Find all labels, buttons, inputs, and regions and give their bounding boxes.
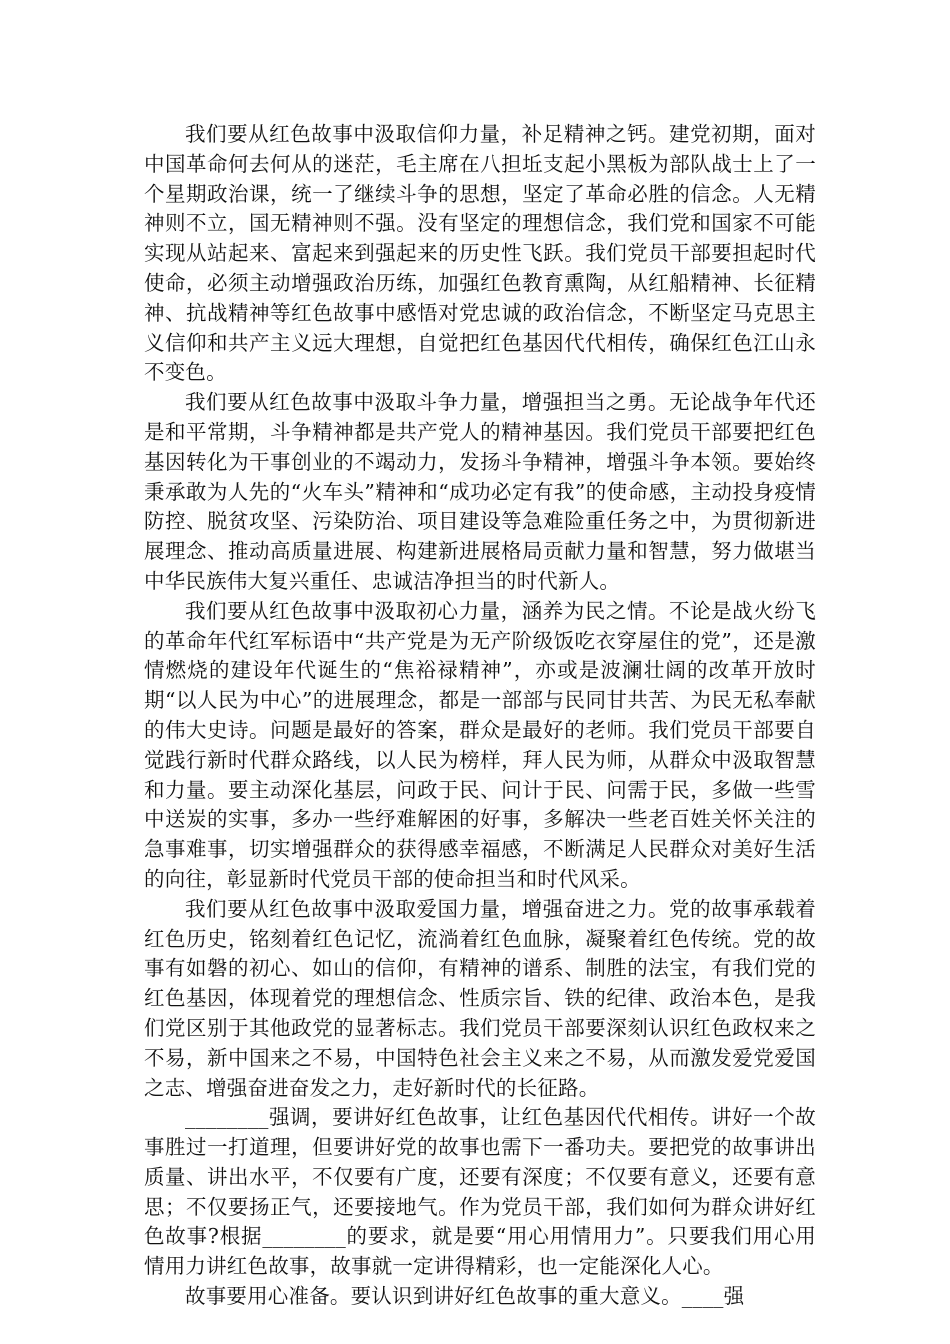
document-page [144,120,816,1309]
paragraph-faith-strength: 我们要从红色故事中汲取信仰力量，补足精神之钙。建党初期，面对中国革命何去何从的迷茫，毛主席在八担坵支起小黑板为部队战士上了一个星期政治课，统一了继续斗争的思想，坚定了革命必胜的信念。人无精神则不立，国无精神则不强。没有坚定的理想信念，我们党和国家不可能实现从站起来、富起来到强起来的历史性飞跃。我们党员干部要担起时代使命，必须主动增强政治历练，加强红色教育熏陶，从红船精神、长征精神、抗战精神等红色故事中感悟对党忠诚的政治信念，不断坚定马克思主义信仰和共产主义远大理想，自觉把红色基因代代相传，确保红色江山永不变色。 [144,122,816,385]
paragraph-careful-preparation: 故事要用心准备。要认识到讲好红色故事的重大意义。____强 [185,1284,745,1309]
paragraph-original-aspiration: 我们要从红色故事中汲取初心力量，涵养为民之情。不论是战火纷飞的革命年代红军标语中“共产党是为无产阶级饭吃衣穿屋住的党”，还是激情燃烧的建设年代诞生的“焦裕禄精神”，亦或是波澜壮阔的改革开放时期“以人民为中心”的进展理念，都是一部部与民同甘共苦、为民无私奉献的伟大史诗。问题是最好的答案，群众是最好的老师。我们党员干部要自觉践行新时代群众路线，以人民为榜样，拜人民为师，从群众中汲取智慧和力量。要主动深化基层，问政于民、问计于民、问需于民，多做一些雪中送炭的实事，多办一些纾难解困的好事，多解决一些老百姓关怀关注的急事难事，切实增强群众的获得感幸福感，不断满足人民群众对美好生活的向往，彰显新时代党员干部的使命担当和时代风采。 [144,598,816,891]
paragraph-tell-red-stories: ________强调，要讲好红色故事，让红色基因代代相传。讲好一个故事胜过一打道理，但要讲好党的故事也需下一番功夫。要把党的故事讲出质量、讲出水平，不仅要有广度，还要有深度；不仅要有意义，还要有意思；不仅要扬正气，还要接地气。作为党员干部，我们如何为群众讲好红色故事?根据________的要求，就是要“用心用情用力”。只要我们用心用情用力讲红色故事，故事就一定讲得精彩，也一定能深化人心。 [144,1105,816,1279]
paragraph-struggle-strength: 我们要从红色故事中汲取斗争力量，增强担当之勇。无论战争年代还是和平常期，斗争精神都是共产党人的精神基因。我们党员干部要把红色基因转化为干事创业的不竭动力，发扬斗争精神，增强斗争本领。要始终秉承敢为人先的“火车头”精神和“成功必定有我”的使命感，主动投身疫情防控、脱贫攻坚、污染防治、项目建设等急难险重任务之中，为贯彻新进展理念、推动高质量进展、构建新进展格局贡献力量和智慧，努力做堪当中华民族伟大复兴重任、忠诚洁净担当的时代新人。 [144,390,816,593]
paragraph-patriotic-strength: 我们要从红色故事中汲取爱国力量，增强奋进之力。党的故事承载着红色历史，铭刻着红色记忆，流淌着红色血脉，凝聚着红色传统。党的故事有如磐的初心、如山的信仰，有精神的谱系、制胜的法宝，有我们党的红色基因，体现着党的理想信念、性质宗旨、铁的纪律、政治本色，是我们党区别于其他政党的显著标志。我们党员干部要深刻认识红色政权来之不易，新中国来之不易，中国特色社会主义来之不易，从而激发爱党爱国之志、增强奋进奋发之力，走好新时代的长征路。 [144,896,816,1100]
